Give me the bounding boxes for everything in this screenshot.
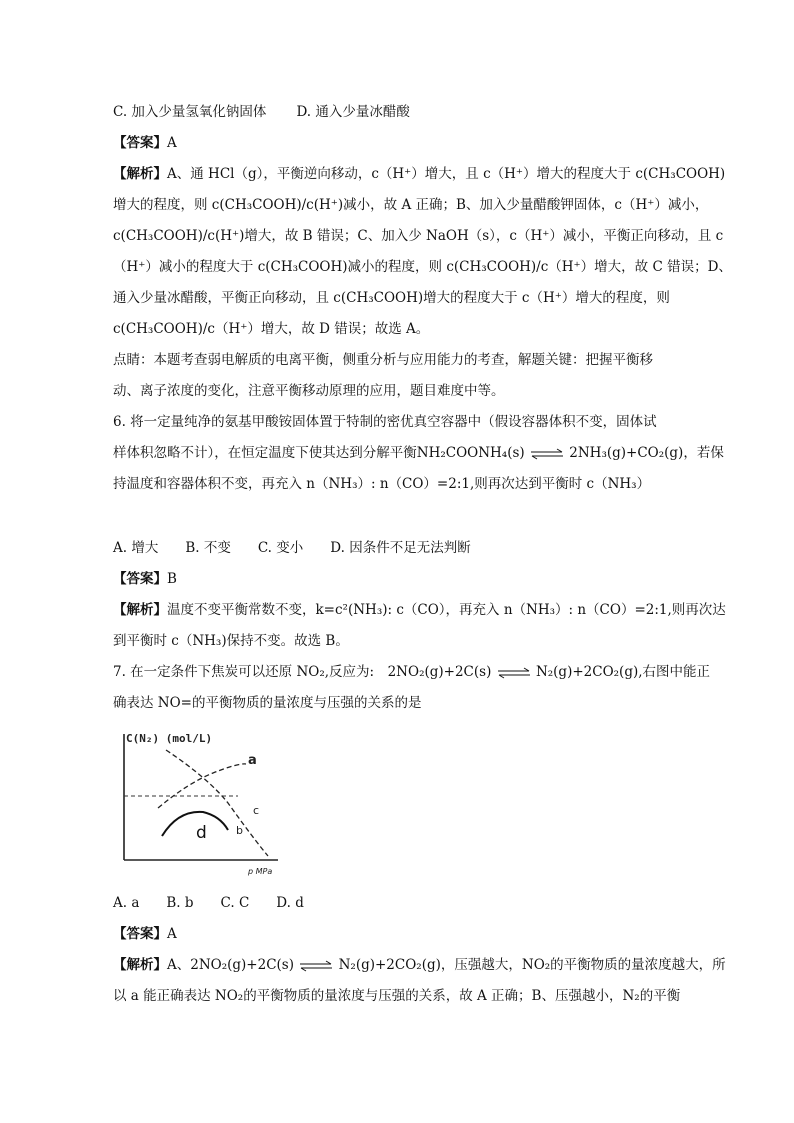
analysis-tag: 【解析】	[113, 602, 167, 618]
q6-analysis-line: 到平衡时 c（NH₃)保持不变。故选 B。	[113, 633, 349, 649]
curve-d	[162, 812, 228, 836]
answer-tag: 【答案】	[113, 571, 167, 587]
q7-analysis-line: 以 a 能正确表达 NO₂的平衡物质的量浓度与压强的关系，故 A 正确；B、压强越小，N₂的平衡	[113, 988, 681, 1004]
equilibrium-arrow-icon	[529, 448, 565, 460]
analysis-tag: 【解析】	[113, 166, 167, 182]
curve-label-c: c	[253, 804, 260, 817]
q5-analysis-line: 增大的程度，则 c(CH₃COOH)/c(H⁺)减小，故 A 正确；B、加入少量醋酸钾固体，c（H⁺）减小，	[113, 197, 709, 213]
y-axis-label: C(N₂) (mol/L)	[126, 732, 213, 745]
curve-label-d: d	[196, 823, 207, 843]
q6-stem-line: 持温度和容器体积不变，再充入 n（NH₃）: n（CO）=2:1,则再次达到平衡时 c（NH₃）	[113, 476, 651, 492]
q5-analysis-line: 【解析】A、通 HCl（g），平衡逆向移动，c（H⁺）增大，且 c（H⁺）增大的程度大于 c(CH₃COOH)	[113, 166, 726, 182]
curve-label-b: b	[236, 824, 243, 837]
q7-options: A. a B. b C. C D. d	[113, 895, 304, 911]
q7-analysis-line: 【解析】A、2NO₂(g)+2C(s) N₂(g)+2CO₂(g)，压强越大，NO₂的平衡物质的量浓度越大，所	[113, 957, 726, 973]
curve-label-a: a	[248, 753, 257, 768]
answer-tag: 【答案】	[113, 926, 167, 942]
q7-stem-line: 7. 在一定条件下焦炭可以还原 NO₂,反应为: 2NO₂(g)+2C(s) N₂(g)+2CO₂(g),右图中能正	[113, 664, 711, 680]
q6-analysis-line: 【解析】温度不变平衡常数不变，k=c²(NH₃): c（CO），再充入 n（NH₃）: n（CO）=2:1,则再次达	[113, 602, 726, 618]
analysis-tag: 【解析】	[113, 957, 167, 973]
q5-comment-line: 动、离子浓度的变化，注意平衡移动原理的应用，题目难度中等。	[113, 383, 505, 399]
q5-option-c: C. 加入少量氢氧化钠固体	[113, 104, 267, 120]
q5-analysis-line: （H⁺）减小的程度大于 c(CH₃COOH)减小的程度，则 c(CH₃COOH)/c（H⁺）增大，故 C 错误；D、	[113, 259, 732, 275]
q6-answer	[113, 569, 177, 589]
answer-tag: 【答案】	[113, 135, 167, 151]
q5-analysis-line: c(CH₃COOH)/c（H⁺）增大，故 D 错误；故选 A。	[113, 321, 430, 337]
equilibrium-arrow-icon	[496, 667, 532, 679]
q5-analysis-line: c(CH₃COOH)/c(H⁺)增大，故 B 错误；C、加入少 NaOH（s），c（H⁺）减小，平衡正向移动，且 c	[113, 228, 724, 244]
equilibrium-arrow-icon	[298, 960, 334, 972]
q6-options: A. 增大 B. 不变 C. 变小 D. 因条件不足无法判断	[113, 540, 471, 556]
q6-stem-line: 6. 将一定量纯净的氨基甲酸铵固体置于特制的密优真空容器中（假设容器体积不变，固体试	[113, 414, 657, 430]
answer-value: A	[167, 926, 177, 942]
pressure-concentration-graph	[118, 728, 283, 878]
q5-comment-line: 点睛：本题考查弱电解质的电离平衡，侧重分析与应用能力的考查，解题关键：把握平衡移	[113, 352, 653, 368]
q5-options-cd	[113, 102, 410, 122]
answer-value: B	[167, 571, 177, 587]
q5-analysis-line: 通入少量冰醋酸，平衡正向移动，且 c(CH₃COOH)增大的程度大于 c（H⁺）增大的程度，则	[113, 290, 670, 306]
q5-answer	[113, 133, 177, 153]
q7-answer	[113, 924, 177, 944]
answer-value: A	[167, 135, 177, 151]
curve-a	[158, 764, 246, 808]
q6-stem-line: 样体积忽略不计），在恒定温度下使其达到分解平衡NH₂COONH₄(s) 2NH₃(g)+CO₂(g)，若保	[113, 445, 724, 461]
q5-option-d: D. 通入少量冰醋酸	[296, 104, 410, 120]
q7-stem-line: 确表达 NO=的平衡物质的量浓度与压强的关系的是	[113, 695, 422, 711]
x-axis-label: p MPa	[248, 867, 273, 876]
